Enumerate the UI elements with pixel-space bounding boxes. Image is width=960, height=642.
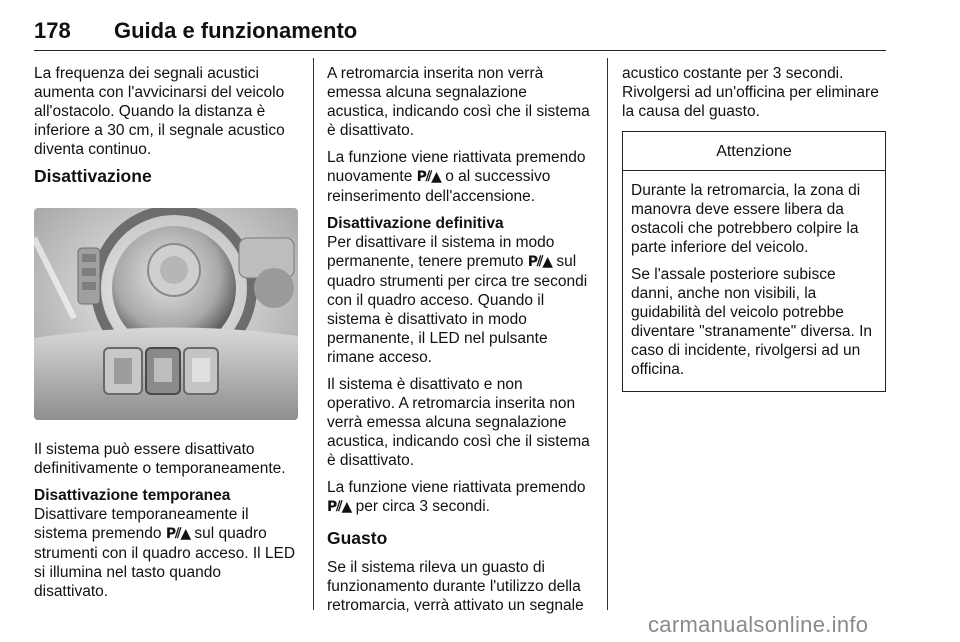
column-3	[622, 64, 886, 392]
warning-paragraph: Se l'assale posteriore subisce danni, anche non visibili, la guidabilità del veicolo potrebbe diventare "stranamente" diversa. In caso di incidente, rivolgersi ad un officina.	[631, 266, 873, 378]
reverse-paragraph: A retromarcia inserita non verrà emessa alcuna segnalazione acustica, indicando così che il sistema è disattivato.	[327, 65, 590, 139]
disabled-paragraph: Il sistema è disattivato e non operativo. A retromarcia inserita non verrà emessa alcuna segnalazione acustica, indicando così che il sistema è disattivato.	[327, 376, 590, 469]
park-pilot-icon: P⫽▲	[327, 499, 352, 515]
park-pilot-icon: P⫽▲	[527, 254, 553, 270]
temporary-paragraph: Disattivare temporaneamente il sistema premendo P⫽▲ sul quadro strumenti con il quadro acceso. Il LED si illumina nel tasto quando disattivato.	[34, 506, 296, 600]
column-2	[327, 64, 591, 623]
warning-title: Attenzione	[623, 132, 885, 171]
page-number: 178	[34, 18, 71, 43]
column-divider	[607, 58, 608, 610]
warning-paragraph: Durante la retromarcia, la zona di manovra deve essere libera da ostacoli che potrebbero colpire la parte inferiore del veicolo.	[631, 182, 861, 256]
disable-intro-paragraph: Il sistema può essere disattivato definitivamente o temporaneamente.	[34, 441, 286, 477]
warning-body	[623, 171, 885, 391]
dashboard-illustration	[34, 208, 298, 420]
park-pilot-icon: P⫽▲	[165, 526, 191, 542]
permanent-paragraph: Per disattivare il sistema in modo permanente, tenere premuto P⫽▲ sul quadro strumenti per circa tre secondi con il quadro acceso. Quando il sistema è disattivato in modo permanente, il LED nel pulsante rimane acceso.	[327, 234, 588, 366]
park-pilot-icon: P⫽▲	[416, 169, 441, 185]
intro-paragraph: La frequenza dei segnali acustici aumenta con l'avvicinarsi del veicolo all'ostacolo. Quando la distanza è inferiore a 30 cm, il segnale acustico diventa continuo.	[34, 65, 285, 158]
fault-paragraph: Se il sistema rileva un guasto di funzionamento durante l'utilizzo della retromarcia, verrà attivato un segnale	[327, 559, 584, 614]
subheading-temporary: Disattivazione temporanea	[34, 487, 231, 504]
reactivation-paragraph-2: La funzione viene riattivata premendo P⫽▲ per circa 3 secondi.	[327, 479, 586, 515]
page-title: Guida e funzionamento	[114, 18, 358, 43]
reactivation-paragraph: La funzione viene riattivata premendo nuovamente P⫽▲ o al successivo reinserimento dell'accensione.	[327, 149, 586, 205]
column-divider	[313, 58, 314, 610]
section-heading-disattivazione: Disattivazione	[34, 166, 152, 186]
warning-box	[622, 131, 886, 392]
dashboard-photo	[34, 208, 298, 420]
subheading-permanent: Disattivazione definitiva	[327, 215, 504, 232]
page-header	[34, 8, 886, 51]
fault-paragraph-continued: acustico costante per 3 secondi. Rivolgersi ad un'officina per eliminare la causa del guasto.	[622, 65, 879, 120]
section-heading-guasto: Guasto	[327, 528, 388, 548]
column-1	[34, 64, 298, 609]
watermark: carmanualsonline.info	[648, 612, 869, 637]
